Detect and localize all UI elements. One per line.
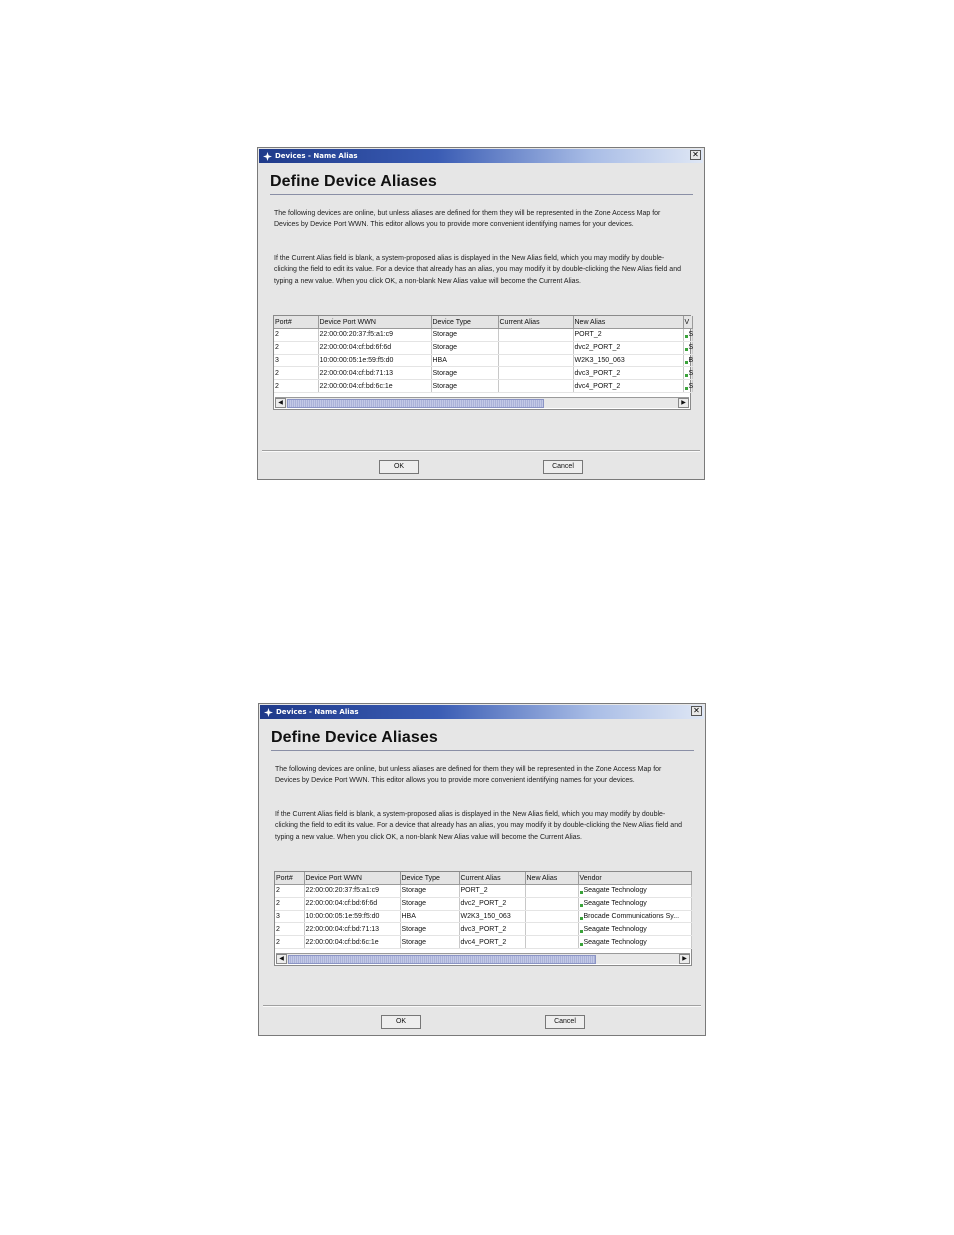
editable-marker-icon [580,943,583,946]
name-alias-dialog-2 [258,703,706,1036]
cell-wwn: 22:00:00:04:cf:bd:6c:1e [304,936,400,949]
cell-port: 2 [275,936,304,949]
column-header-device-type[interactable]: Device Type [431,316,498,329]
cell-device-type: Storage [431,380,498,393]
table-row[interactable] [274,329,692,342]
column-header-current-alias[interactable]: Current Alias [459,872,525,885]
cell-vendor-text: Brocade Communications Sy... [583,912,680,920]
cell-port: 2 [274,341,318,354]
app-icon [263,707,273,717]
dialog-heading: Define Device Aliases [270,173,437,190]
cell-port: 2 [274,367,318,380]
cell-vendor-text: S [688,369,694,377]
cell-new-alias[interactable] [525,936,578,949]
cell-wwn: 22:00:00:04:cf:bd:71:13 [304,923,400,936]
instructions-paragraph: If the Current Alias field is blank, a system-proposed alias is displayed in the New Alias field, which you may modify by double-clicking the field to edit its value. For a device that already has an alias, you may modify it by double-clicking the New Alias field and typing a new value. When you click OK, a non-blank New Alias value will become the Current Alias. [275,811,682,841]
table-row[interactable] [274,380,692,393]
horizontal-scrollbar[interactable] [275,397,689,408]
cell-vendor [683,367,692,380]
cell-wwn: 10:00:00:05:1e:59:f5:d0 [318,354,431,367]
cell-wwn: 22:00:00:04:cf:bd:6f:6d [304,897,400,910]
cell-new-alias[interactable] [525,923,578,936]
cell-current-alias [498,329,573,342]
title-bar[interactable] [259,149,703,163]
scroll-left-icon[interactable]: ◀ [276,954,287,964]
cell-current-alias: dvc2_PORT_2 [459,897,525,910]
cell-wwn: 22:00:00:04:cf:bd:6f:6d [318,341,431,354]
cell-vendor [578,923,691,936]
title-bar[interactable] [260,705,704,719]
cell-current-alias [498,367,573,380]
scroll-right-icon[interactable]: ▶ [679,954,690,964]
cell-vendor-text: S [688,331,694,339]
cell-vendor-text: S [688,344,694,352]
cell-device-type: Storage [400,923,459,936]
cell-vendor [578,936,691,949]
table-header-row [274,316,692,329]
scroll-left-icon[interactable]: ◀ [275,398,286,408]
cancel-button[interactable]: Cancel [545,1015,585,1029]
cell-wwn: 22:00:00:04:cf:bd:6c:1e [318,380,431,393]
column-header-port[interactable]: Port# [274,316,318,329]
editable-marker-icon [580,917,583,920]
cell-wwn: 22:00:00:20:37:f5:a1:c9 [304,885,400,898]
cell-vendor [683,354,692,367]
heading-divider [271,750,694,751]
close-icon[interactable]: ✕ [690,150,701,160]
device-table[interactable] [274,871,692,966]
editable-marker-icon [685,348,688,351]
intro-paragraph: The following devices are online, but unless aliases are defined for them they will be represented in the Zone Access Map for Devices by Device Port WWN. This editor allows you to provide more convenient identifying names for your devices. [275,766,662,785]
cell-wwn: 22:00:00:20:37:f5:a1:c9 [318,329,431,342]
window-title: Devices - Name Alias [276,708,359,716]
cell-vendor [578,910,691,923]
cell-vendor-text: Seagate Technology [583,900,647,908]
table-row[interactable] [274,367,692,380]
dialog-heading: Define Device Aliases [271,729,438,746]
cell-vendor [683,380,692,393]
cell-vendor-text: Seagate Technology [583,938,647,946]
ok-button[interactable]: OK [381,1015,421,1029]
cell-current-alias [498,341,573,354]
ok-button[interactable]: OK [379,460,419,474]
cell-new-alias[interactable] [525,897,578,910]
cell-vendor [683,329,692,342]
instructions-paragraph: If the Current Alias field is blank, a system-proposed alias is displayed in the New Alias field, which you may modify by double-clicking the field to edit its value. For a device that already has an alias, you may modify it by double-clicking the New Alias field and typing a new value. When you click OK, a non-blank New Alias value will become the Current Alias. [274,255,681,285]
cell-new-alias[interactable] [525,910,578,923]
cell-current-alias [498,354,573,367]
scroll-right-icon[interactable]: ▶ [678,398,689,408]
cell-new-alias[interactable] [525,885,578,898]
table-row[interactable] [275,897,691,910]
column-header-current-alias[interactable]: Current Alias [498,316,573,329]
cell-new-alias[interactable]: dvc4_PORT_2 [573,380,683,393]
table-row[interactable] [275,923,691,936]
cell-port: 3 [274,354,318,367]
cell-vendor [578,885,691,898]
window-title: Devices - Name Alias [275,152,358,160]
scroll-thumb[interactable] [287,399,544,408]
editable-marker-icon [685,387,688,390]
cell-vendor-text: S [688,382,694,390]
cell-new-alias[interactable]: W2K3_150_063 [573,354,683,367]
cell-current-alias: PORT_2 [459,885,525,898]
cell-vendor [578,897,691,910]
cell-current-alias [498,380,573,393]
footer-divider [262,450,700,452]
column-header-vendor[interactable]: V [683,316,692,329]
editable-marker-icon [580,904,583,907]
cell-port: 3 [275,910,304,923]
editable-marker-icon [580,891,583,894]
app-icon [262,151,272,161]
cell-device-type: HBA [400,910,459,923]
cell-device-type: Storage [400,936,459,949]
column-header-new-alias[interactable]: New Alias [573,316,683,329]
device-table[interactable] [273,315,694,410]
table-row[interactable] [274,341,692,354]
cell-new-alias[interactable]: PORT_2 [573,329,683,342]
column-header-port[interactable]: Port# [275,872,304,885]
table-header-row [275,872,691,885]
cell-port: 2 [275,897,304,910]
column-header-device-port-wwn[interactable]: Device Port WWN [318,316,431,329]
table-row[interactable] [275,885,691,898]
scroll-thumb[interactable] [288,955,596,964]
cell-device-type: HBA [431,354,498,367]
cell-device-type: Storage [431,341,498,354]
column-header-vendor[interactable]: Vendor [578,872,691,885]
cell-wwn: 10:00:00:05:1e:59:f5:d0 [304,910,400,923]
cell-wwn: 22:00:00:04:cf:bd:71:13 [318,367,431,380]
cell-device-type: Storage [400,897,459,910]
editable-marker-icon [685,361,688,364]
close-icon[interactable]: ✕ [691,706,702,716]
table-row[interactable] [275,910,691,923]
editable-marker-icon [580,930,583,933]
intro-paragraph: The following devices are online, but unless aliases are defined for them they will be represented in the Zone Access Map for Devices by Device Port WWN. This editor allows you to provide more convenient identifying names for your devices. [274,210,661,229]
column-header-device-port-wwn[interactable]: Device Port WWN [304,872,400,885]
cell-new-alias[interactable]: dvc2_PORT_2 [573,341,683,354]
horizontal-scrollbar[interactable] [276,953,690,964]
cell-device-type: Storage [400,885,459,898]
cell-port: 2 [274,329,318,342]
name-alias-dialog-1 [257,147,705,480]
heading-divider [270,194,693,195]
editable-marker-icon [685,374,688,377]
cell-vendor-text: B [688,356,694,364]
cancel-button[interactable]: Cancel [543,460,583,474]
cell-current-alias: dvc4_PORT_2 [459,936,525,949]
cell-current-alias: dvc3_PORT_2 [459,923,525,936]
cell-current-alias: W2K3_150_063 [459,910,525,923]
footer-divider [263,1005,701,1007]
cell-vendor-text: Seagate Technology [583,887,647,895]
cell-vendor-text: Seagate Technology [583,925,647,933]
cell-new-alias[interactable]: dvc3_PORT_2 [573,367,683,380]
table-row[interactable] [275,936,691,949]
table-row[interactable] [274,354,692,367]
column-header-device-type[interactable]: Device Type [400,872,459,885]
cell-device-type: Storage [431,367,498,380]
cell-port: 2 [274,380,318,393]
editable-marker-icon [685,335,688,338]
cell-port: 2 [275,923,304,936]
cell-device-type: Storage [431,329,498,342]
cell-vendor [683,341,692,354]
cell-port: 2 [275,885,304,898]
column-header-new-alias[interactable]: New Alias [525,872,578,885]
